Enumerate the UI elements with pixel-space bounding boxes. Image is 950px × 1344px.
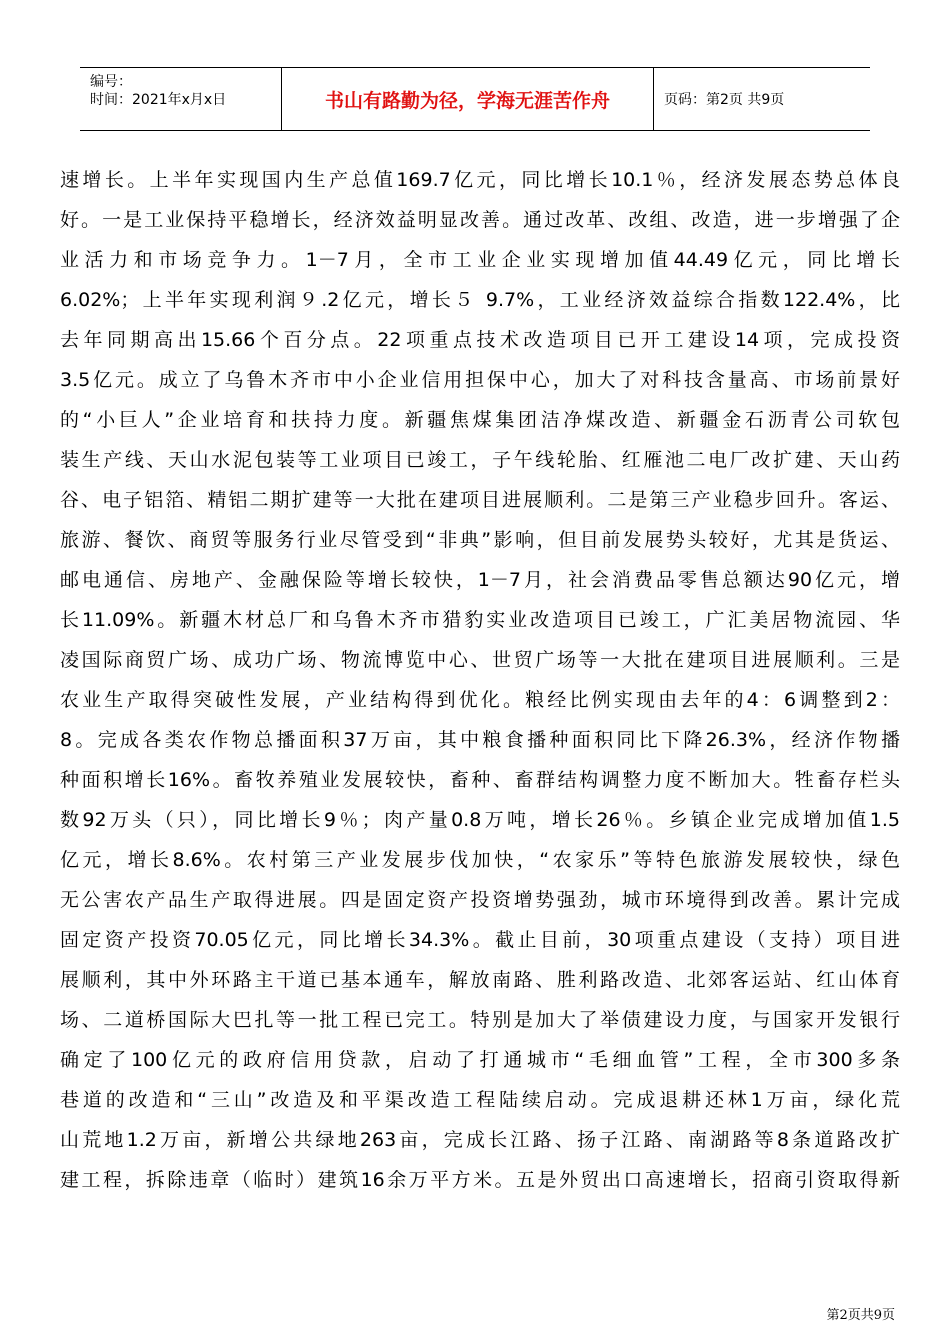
page-header — [80, 67, 870, 131]
body-line: 装生产线、天山水泥包装等工业项目已竣工，子午线轮胎、红雁池二电厂改扩建、天山药 — [60, 449, 900, 471]
body-line: 业活力和市场竞争力。1－7月，全市工业企业实现增加值44.49亿元，同比增长 — [60, 249, 900, 271]
body-line: 场、二道桥国际大巴扎等一批工程已完工。特别是加大了举债建设力度，与国家开发银行 — [60, 1009, 900, 1031]
header-page-number: 页码：第2页 共9页 — [664, 92, 785, 108]
body-line: 无公害农产品生产取得进展。四是固定资产投资增势强劲，城市环境得到改善。累计完成 — [60, 889, 900, 911]
body-line: 农业生产取得突破性发展，产业结构得到优化。粮经比例实现由去年的4：6调整到2： — [60, 689, 900, 711]
body-line: 固定资产投资70.05亿元，同比增长34.3%。截止目前，30项重点建设（支持）项目进 — [60, 929, 900, 951]
page-footer-number: 第2页共9页 — [826, 1308, 895, 1323]
body-line: 巷道的改造和“三山”改造及和平渠改造工程陆续启动。完成退耕还林1万亩，绿化荒 — [60, 1089, 900, 1111]
body-line: 山荒地1.2万亩，新增公共绿地263亩，完成长江路、扬子江路、南湖路等8条道路改扩 — [60, 1129, 900, 1151]
body-line: 6.02%；上半年实现利润９.2亿元，增长５ 9.7%，工业经济效益综合指数122.4%，比 — [60, 289, 900, 311]
header-motto: 书山有路勤为径，学海无涯苦作舟 — [282, 68, 654, 130]
body-line: 数92万头（只），同比增长9％；肉产量0.8万吨，增长26％。乡镇企业完成增加值1.5 — [60, 809, 900, 831]
body-line: 好。一是工业保持平稳增长，经济效益明显改善。通过改革、改组、改造，进一步增强了企 — [60, 209, 900, 231]
body-line: 谷、电子铝箔、精铝二期扩建等一大批在建项目进展顺利。二是第三产业稳步回升。客运、 — [60, 489, 900, 511]
body-line: 凌国际商贸广场、成功广场、物流博览中心、世贸广场等一大批在建项目进展顺利。三是 — [60, 649, 900, 671]
body-line: 亿元，增长8.6%。农村第三产业发展步伐加快，“农家乐”等特色旅游发展较快，绿色 — [60, 849, 900, 871]
body-line: 种面积增长16%。畜牧养殖业发展较快，畜种、畜群结构调整力度不断加大。牲畜存栏头 — [60, 769, 900, 791]
body-line: 旅游、餐饮、商贸等服务行业尽管受到“非典”影响，但目前发展势头较好，尤其是货运、 — [60, 529, 900, 551]
body-line: 去年同期高出15.66个百分点。22项重点技术改造项目已开工建设14项，完成投资 — [60, 329, 900, 351]
body-line: 建工程，拆除违章（临时）建筑16余万平方米。五是外贸出口高速增长，招商引资取得新 — [60, 1169, 900, 1191]
body-line: 速增长。上半年实现国内生产总值169.7亿元，同比增长10.1％，经济发展态势总体良 — [60, 169, 900, 191]
body-line: 展顺利，其中外环路主干道已基本通车，解放南路、胜利路改造、北郊客运站、红山体育 — [60, 969, 900, 991]
header-meta — [80, 68, 282, 130]
body-line: 确定了100亿元的政府信用贷款，启动了打通城市“毛细血管”工程，全市300多条 — [60, 1049, 900, 1071]
document-number-label: 编号： — [90, 74, 132, 90]
body-line: 长11.09%。新疆木材总厂和乌鲁木齐市猎豹实业改造项目已竣工，广汇美居物流园、华 — [60, 609, 900, 631]
document-time-label: 时间：2021年x月x日 — [90, 92, 227, 108]
body-line: 的“小巨人”企业培育和扶持力度。新疆焦煤集团洁净煤改造、新疆金石沥青公司软包 — [60, 409, 900, 431]
body-line: 8。完成各类农作物总播面积37万亩，其中粮食播种面积同比下降26.3%，经济作物播 — [60, 729, 900, 751]
body-text — [60, 160, 900, 1200]
body-line: 3.5亿元。成立了乌鲁木齐市中小企业信用担保中心，加大了对科技含量高、市场前景好 — [60, 369, 900, 391]
body-line: 邮电通信、房地产、金融保险等增长较快，1－7月，社会消费品零售总额达90亿元，增 — [60, 569, 900, 591]
